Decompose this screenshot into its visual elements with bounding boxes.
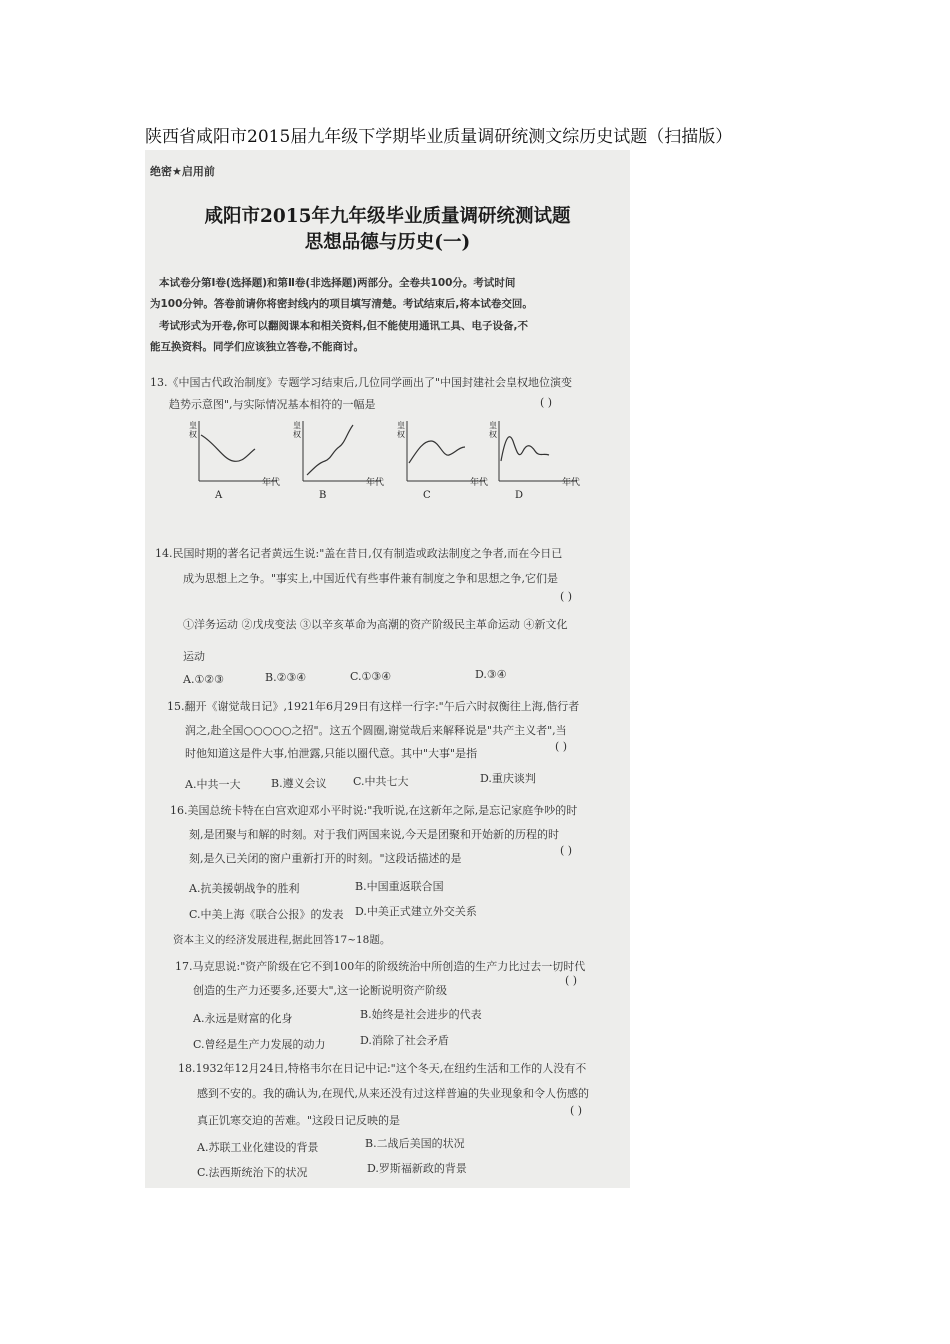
graph-a bbox=[185, 417, 280, 512]
question-16-option: B.中国重返联合国 bbox=[355, 880, 444, 893]
question-13-line: 13.《中国古代政治制度》专题学习结束后,几位同学画出了"中国封建社会皇权地位演变 bbox=[150, 376, 573, 389]
question-13-line: 趋势示意图",与实际情况基本相符的一幅是 bbox=[169, 398, 376, 411]
question-14-line: 成为思想上之争。"事实上,中国近代有些事件兼有制度之争和思想之争,它们是 bbox=[183, 572, 559, 585]
question-17-option: D.消除了社会矛盾 bbox=[360, 1034, 449, 1047]
graph-option-label: C bbox=[423, 490, 431, 501]
question-14-option: C.①③④ bbox=[350, 670, 392, 683]
graph-option-label: B bbox=[319, 490, 327, 501]
answer-paren: ( ) bbox=[560, 590, 573, 603]
exam-title: 咸阳市2015年九年级毕业质量调研统测试题 bbox=[204, 206, 571, 227]
question-16-option: D.中美正式建立外交关系 bbox=[355, 905, 477, 918]
question-18-option: D.罗斯福新政的背景 bbox=[367, 1162, 467, 1175]
question-18-option: B.二战后美国的状况 bbox=[365, 1137, 465, 1150]
intro-line: 本试卷分第Ⅰ卷(选择题)和第Ⅱ卷(非选择题)两部分。全卷共100分。考试时间 bbox=[159, 277, 516, 289]
question-14-line: 14.民国时期的著名记者黄远生说:"盖在昔日,仅有制造或政法制度之争者,而在今日已 bbox=[155, 547, 563, 560]
question-16-option: C.中美上海《联合公报》的发表 bbox=[189, 908, 344, 921]
question-17-line: 创造的生产力还要多,还要大",这一论断说明资产阶级 bbox=[193, 984, 448, 997]
graph-option-label: A bbox=[215, 490, 223, 501]
question-15-option: D.重庆谈判 bbox=[480, 772, 536, 785]
answer-paren: ( ) bbox=[555, 740, 568, 753]
question-15-option: C.中共七大 bbox=[353, 775, 409, 788]
graph-c bbox=[393, 417, 488, 512]
intro-line: 为100分钟。答卷前请你将密封线内的项目填写清楚。考试结束后,将本试卷交回。 bbox=[150, 298, 533, 310]
graph-y-label: 皇权 bbox=[489, 421, 497, 439]
question-16-line: 刻,是久已关闭的窗户重新打开的时刻。"这段话描述的是 bbox=[189, 852, 462, 865]
question-17-option: C.曾经是生产力发展的动力 bbox=[193, 1038, 326, 1051]
question-18-line: 感到不安的。我的确认为,在现代,从来还没有过这样普遍的失业现象和令人伤感的 bbox=[197, 1087, 589, 1100]
question-18-line: 真正饥寒交迫的苦难。"这段日记反映的是 bbox=[197, 1114, 401, 1127]
question-18-option: A.苏联工业化建设的背景 bbox=[197, 1141, 319, 1154]
question-14-option: B.②③④ bbox=[265, 671, 307, 684]
graph-option-label: D bbox=[515, 490, 524, 501]
intro-line: 考试形式为开卷,你可以翻阅课本和相关资料,但不能使用通讯工具、电子设备,不 bbox=[159, 320, 528, 332]
passage-note: 资本主义的经济发展进程,据此回答17~18题。 bbox=[173, 934, 391, 946]
question-15-line: 15.翻开《谢觉哉日记》,1921年6月29日有这样一行字:"午后六时叔衡往上海,偕行者 bbox=[167, 700, 580, 713]
question-18-option: C.法西斯统治下的状况 bbox=[197, 1166, 308, 1179]
graph-x-label: 年代 bbox=[469, 478, 488, 488]
graph-d bbox=[485, 417, 580, 512]
question-14-line: 运动 bbox=[183, 650, 205, 663]
answer-paren: ( ) bbox=[570, 1104, 583, 1117]
question-14-option: D.③④ bbox=[475, 668, 507, 681]
answer-paren: ( ) bbox=[540, 396, 553, 409]
graph-x-label: 年代 bbox=[365, 478, 384, 488]
question-17-option: A.永远是财富的化身 bbox=[193, 1012, 293, 1025]
question-18-line: 18.1932年12月24日,特格韦尔在日记中记:"这个冬天,在纽约生活和工作的人没有不 bbox=[178, 1062, 587, 1075]
secret-label: 绝密★启用前 bbox=[150, 165, 215, 178]
question-15-line: 时他知道这是件大事,怕泄露,只能以圈代意。其中"大事"是指 bbox=[185, 747, 478, 760]
question-17-option: B.始终是社会进步的代表 bbox=[360, 1008, 482, 1021]
exam-subtitle: 思想品德与历史(一) bbox=[304, 232, 471, 253]
graph-x-label: 年代 bbox=[561, 478, 580, 488]
question-15-option: A.中共一大 bbox=[185, 778, 241, 791]
scanned-exam-page bbox=[145, 150, 630, 1188]
answer-paren: ( ) bbox=[565, 974, 578, 987]
answer-paren: ( ) bbox=[560, 844, 573, 857]
question-15-option: B.遵义会议 bbox=[271, 777, 327, 790]
question-16-line: 16.美国总统卡特在白宫欢迎邓小平时说:"我听说,在这新年之际,是忘记家庭争吵的时 bbox=[170, 804, 578, 817]
graph-y-label: 皇权 bbox=[189, 421, 197, 439]
question-16-option: A.抗美援朝战争的胜利 bbox=[189, 882, 300, 895]
graph-b bbox=[289, 417, 384, 512]
question-16-line: 刻,是团聚与和解的时刻。对于我们两国来说,今天是团聚和开始新的历程的时 bbox=[189, 828, 559, 841]
graph-y-label: 皇权 bbox=[293, 421, 301, 439]
document-title: 陕西省咸阳市2015届九年级下学期毕业质量调研统测文综历史试题（扫描版） bbox=[145, 127, 733, 147]
question-14-line: ①洋务运动 ②戊戌变法 ③以辛亥革命为高潮的资产阶级民主革命运动 ④新文化 bbox=[183, 618, 568, 631]
question-15-line: 润之,赴全国○○○○○之招"。这五个圆圈,谢觉哉后来解释说是"共产主义者",当 bbox=[185, 724, 567, 737]
question-14-option: A.①②③ bbox=[183, 673, 225, 686]
graph-y-label: 皇权 bbox=[397, 421, 405, 439]
question-17-line: 17.马克思说:"资产阶级在它不到100年的阶级统治中所创造的生产力比过去一切时代 bbox=[175, 960, 586, 973]
intro-line: 能互换资料。同学们应该独立答卷,不能商讨。 bbox=[150, 341, 364, 353]
graph-x-label: 年代 bbox=[261, 478, 280, 488]
